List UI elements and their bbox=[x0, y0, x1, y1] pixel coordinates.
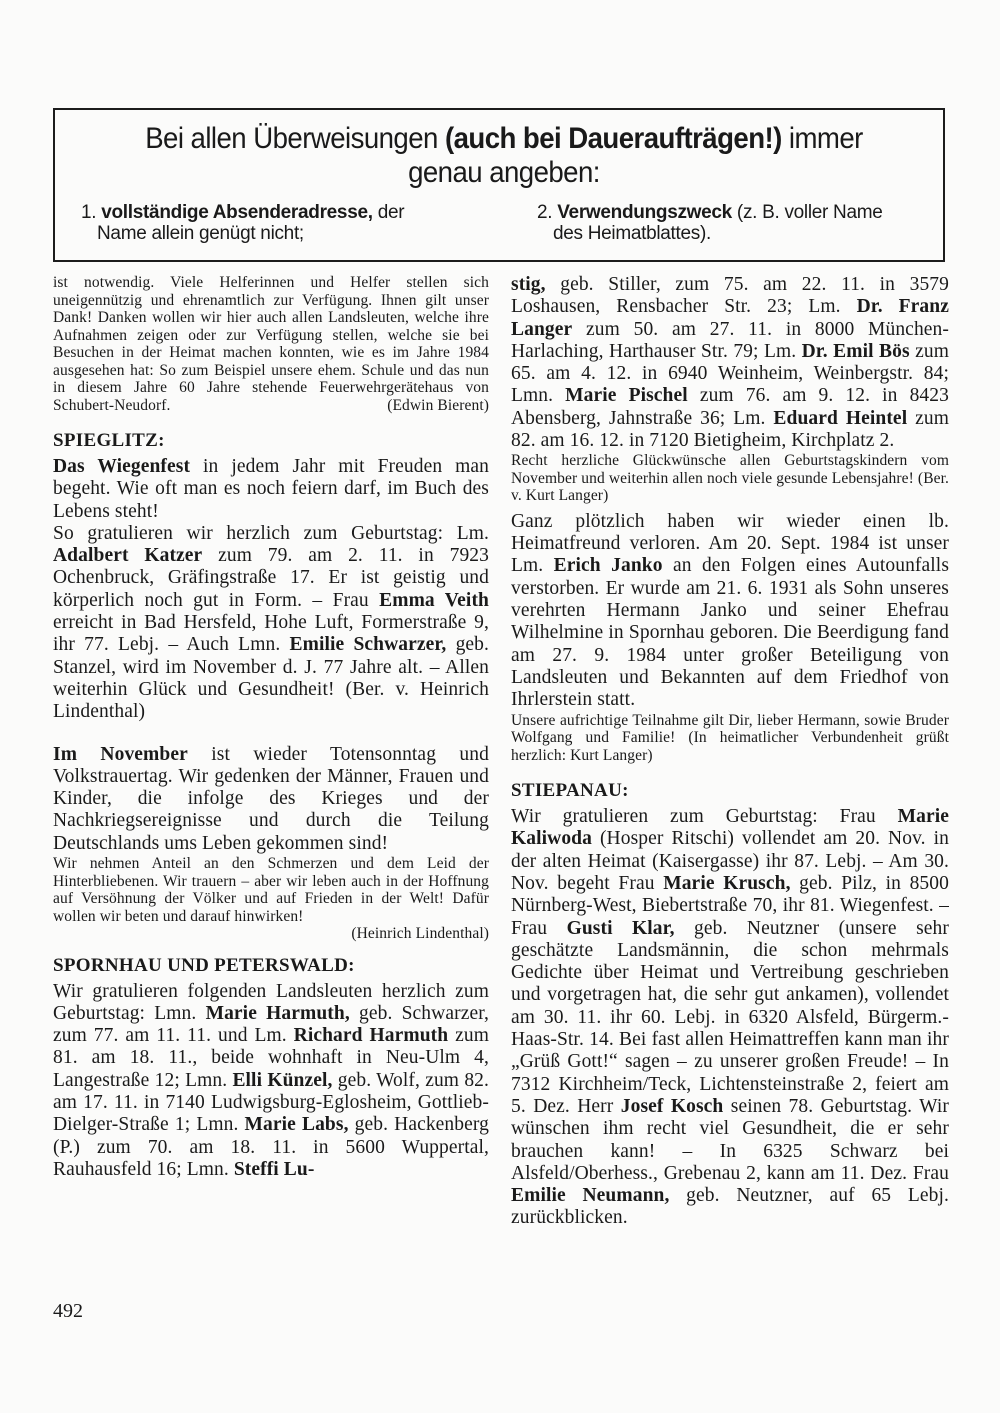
item-bold: Verwendungszweck bbox=[557, 202, 732, 223]
person-name: Josef Kosch bbox=[620, 1095, 724, 1117]
text: zum 79. am 2. 11. in 7923 Ochenbruck, Gräfingstraße 17. Er ist geistig und körperlich noch gut in Form. – Frau bbox=[53, 545, 489, 611]
text: geb. Stiller, zum 75. am 22. 11. in 3579 Loshausen, Rensbacher Str. 23; Lm. bbox=[511, 274, 949, 318]
section-heading-spornhau: SPORNHAU UND PETERSWALD: bbox=[53, 954, 355, 976]
intro-paragraph bbox=[53, 274, 489, 414]
text: Wir gratulieren folgenden Landsleuten herzlich zum Geburtstag: Lmn. bbox=[53, 980, 489, 1024]
text: ist wieder Totensonntag und Volkstrauertag. Wir gedenken der Männer, Frauen und Kinder, die infolge des Krieges und der Nachkriegsereignisse und durch die Teilung Deutschlands ums Leben gekommen sind! bbox=[53, 743, 489, 854]
person-name: Marie Kaliwoda bbox=[511, 806, 949, 850]
person-name: Emilie Neumann, bbox=[511, 1185, 670, 1207]
bold-lead: Im November bbox=[53, 743, 188, 765]
obituary-paragraph bbox=[511, 511, 949, 712]
november-paragraph bbox=[53, 744, 489, 855]
person-name: Marie Pischel bbox=[565, 385, 688, 407]
item-cont: des Heimatblattes). bbox=[553, 223, 711, 244]
text: geb. Wolf, zum 82. am 17. 11. in 7140 Ludwigsburg-Eglosheim, Gottlieb-Dielger-Straße 1; Lmn. bbox=[53, 1069, 489, 1136]
notice-item-2 bbox=[537, 202, 937, 244]
item-cont: Name allein genügt nicht; bbox=[97, 223, 304, 244]
signature: (Heinrich Lindenthal) bbox=[351, 925, 489, 943]
text: Ganz plötzlich haben wir wieder einen lb. Heimatfreund verloren. Am 20. Sept. 1984 ist unser Lm. bbox=[511, 510, 949, 577]
text: geb. Schwarzer, zum 77. am 11. 11. und Lm. bbox=[53, 1002, 489, 1047]
notice-item-1 bbox=[81, 202, 481, 244]
text: seinen 78. Geburtstag. Wir wünschen ihm recht viel Gesundheit, die er sehr brauchen kann! – In 6325 Schwarz bei Alsfeld/Oberhess., Grebenau 2, kann am 11. Dez. Frau bbox=[511, 1095, 949, 1184]
text: Wir gratulieren zum Geburtstag: Frau bbox=[511, 806, 898, 828]
headline-text: Bei allen Überweisungen bbox=[145, 122, 445, 155]
text: geb. Neutzner (unsere sehr geschätzte Landsmännin, die schon mehrmals Gedichte über Heimat und Vertreibung geschrieben und vorgetragen hat, die sehr gut ankamen), vollendet am 30. 11. ihr 60. Lebj. in 6320 Alsfeld, Bürgerm.-Haas-Str. 14. Bei fast allen Heimattreffen kann man ihr „Grüß Gott!“ sagen – zu unserer großen Freude! – In 7312 Kirchheim/Teck, Lichtensteinstraße 2, feiert am 5. Dez. Herr bbox=[511, 917, 949, 1117]
mourning-paragraph bbox=[53, 855, 489, 925]
person-name: Emilie Schwarzer, bbox=[289, 634, 447, 656]
text: zum 65. am 4. 12. in 6940 Weinheim, Weinbergstr. 84; Lmn. bbox=[511, 340, 949, 407]
right-column bbox=[511, 274, 949, 1230]
text: (Hosper Ritschi) vollendet am 20. Nov. in der alten Heimat (Kaisergasse) ihr 87. Lebj. – Am 30. Nov. begeht Frau bbox=[511, 828, 949, 894]
text: zum 81. am 18. 11., beide wohnhaft in Neu-Ulm 4, Langestraße 12; Lmn. bbox=[53, 1025, 489, 1091]
text: zum 82. am 16. 12. in 7120 Bietigheim, Kirchplatz 2. bbox=[511, 407, 949, 452]
text: geb. Hackenberg (P.) zum 70. am 18. 11. in 5600 Wuppertal, Rauhausfeld 16; Lmn. bbox=[53, 1114, 489, 1180]
left-column bbox=[53, 274, 489, 1181]
person-name: Adalbert Katzer bbox=[53, 545, 203, 567]
wishes-paragraph: Recht herzliche Glückwünsche allen Geburtstagskindern vom November und weiterhin allen noch viele gesunde Lebensjahre! (Ber. v. Kurt Langer) bbox=[511, 452, 949, 505]
person-name: Dr. Franz Langer bbox=[511, 296, 949, 340]
signature: (Edwin Bierent) bbox=[387, 396, 489, 414]
person-name: Marie Krusch, bbox=[663, 872, 791, 894]
text: erreicht in Bad Hersfeld, Hohe Luft, Formerstraße 9, ihr 77. Lebj. – Auch Lmn. bbox=[53, 612, 489, 656]
person-name: Dr. Emil Bös bbox=[801, 340, 910, 362]
person-name: Marie Labs, bbox=[244, 1114, 349, 1136]
text: So gratulieren wir herzlich zum Geburtstag: Lm. bbox=[53, 522, 489, 544]
text: an den Folgen eines Autounfalls verstorben. Er wurde am 21. 6. 1931 als Sohn unseres verehrten Hermann Janko und seiner Ehefrau Wilhelmine in Spornhau geboren. Die Beerdigung fand am 27. 9. 1984 unter großer Beteiligung von Landsleuten und Bekannten auf dem Friedhof von Ihrlerstein statt. bbox=[511, 555, 950, 711]
wiegenfest-paragraph bbox=[53, 456, 489, 523]
birthday-paragraph bbox=[53, 523, 489, 724]
person-name: Elli Künzel, bbox=[232, 1069, 333, 1091]
person-name: Steffi Lu- bbox=[233, 1158, 315, 1180]
person-name: Gusti Klar, bbox=[566, 917, 675, 939]
text: Wir nehmen Anteil an den Schmerzen und dem Leid der Hinterbliebenen. Wir trauern – aber wir leben auch in der Hoffnung auf Versöhnung der Völker und auf Frieden in der Welt! Dafür wollen wir beten und darauf hinwirken! bbox=[53, 855, 489, 925]
person-name: Emma Veith bbox=[379, 589, 489, 611]
text: zum 76. am 9. 12. in 8423 Abensberg, Jahnstraße 36; Lm. bbox=[511, 385, 949, 429]
item-number: 2. bbox=[537, 202, 558, 223]
transfer-notice-box bbox=[53, 108, 945, 262]
person-name: Erich Janko bbox=[553, 555, 663, 577]
intro-text: ist notwendig. Viele Helferinnen und Helfer stellen sich uneigennützig und ehrenamtlich zur Verfügung. Ihnen gilt unser Dank! Danken wollen wir hier auch allen Landsleuten, welche ihre Aufnahmen zeigen oder zur Verfügung stellen, welche sie bei Besuchen in der Heimat machen konnten, wie es im Jahre 1984 ausgesehen hat: So zum Beispiel unsere ehem. Schule und das nun in diesem Jahre 60 Jahre stehende Feuerwehrgerätehaus von Schubert-Neudorf. bbox=[53, 274, 489, 414]
spornhau-paragraph bbox=[53, 981, 489, 1182]
person-name: Marie Harmuth, bbox=[205, 1002, 350, 1024]
text: zum 50. am 27. 11. in 8000 München-Harlaching, Harthauser Str. 79; Lm. bbox=[511, 318, 949, 362]
section-heading-spieglitz: SPIEGLITZ: bbox=[53, 430, 165, 451]
text: in jedem Jahr mit Freuden man begeht. Wie oft man es noch feiern darf, im Buch des Lebens steht! bbox=[53, 456, 490, 522]
text: geb. Pilz, in 8500 Nürnberg-West, Biebertstraße 70, ihr 81. Wiegenfest. – Frau bbox=[511, 872, 949, 939]
stiepanau-paragraph bbox=[511, 806, 949, 1230]
notice-headline bbox=[113, 122, 895, 190]
headline-text-end: immer genau angeben: bbox=[408, 122, 863, 189]
person-name: stig, bbox=[511, 274, 546, 295]
item-text: der bbox=[372, 202, 405, 223]
headline-bold: (auch bei Daueraufträgen!) bbox=[444, 122, 782, 155]
condolence-paragraph: Unsere aufrichtige Teilnahme gilt Dir, lieber Hermann, sowie Bruder Wolfgang und Familie! (In heimatlicher Verbundenheit grüßt herzlich: Kurt Langer) bbox=[511, 711, 949, 764]
text: geb. Neutzner, auf 65 Lebj. zurückblicken. bbox=[511, 1185, 949, 1229]
bold-lead: Das Wiegenfest bbox=[53, 456, 191, 477]
continuation-paragraph bbox=[511, 274, 949, 452]
page-number: 492 bbox=[53, 1300, 83, 1322]
item-text: (z. B. voller Name bbox=[731, 202, 883, 223]
person-name: Richard Harmuth bbox=[293, 1025, 449, 1047]
section-heading-stiepanau: STIEPANAU: bbox=[511, 780, 629, 802]
item-number: 1. bbox=[81, 202, 102, 223]
item-bold: vollständige Absenderadresse, bbox=[101, 202, 373, 223]
text: geb. Stanzel, wird im November d. J. 77 Jahre alt. – Allen weiterhin Glück und Gesundheit! (Ber. v. Heinrich Lindenthal) bbox=[53, 634, 489, 723]
person-name: Eduard Heintel bbox=[773, 407, 908, 429]
